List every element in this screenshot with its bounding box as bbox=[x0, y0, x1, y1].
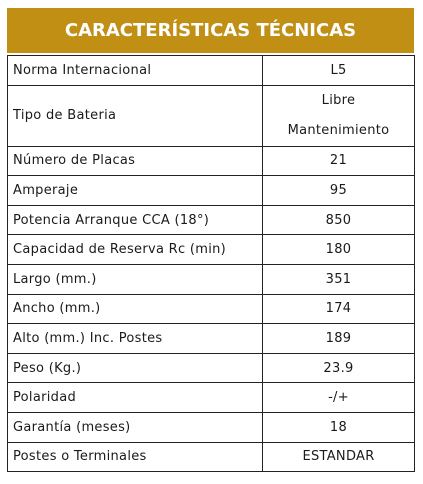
spec-label: Ancho (mm.) bbox=[8, 294, 263, 324]
header-title: CARACTERÍSTICAS TÉCNICAS bbox=[64, 20, 357, 41]
section-header bbox=[7, 8, 414, 53]
spec-value: L5 bbox=[263, 56, 415, 86]
spec-label: Capacidad de Reserva Rc (min) bbox=[8, 235, 263, 265]
spec-value bbox=[263, 85, 415, 146]
table-row bbox=[8, 294, 415, 324]
spec-value: ESTANDAR bbox=[263, 442, 415, 472]
spec-label: Largo (mm.) bbox=[8, 264, 263, 294]
table-row bbox=[8, 353, 415, 383]
table-row bbox=[8, 85, 415, 146]
table-row bbox=[8, 235, 415, 265]
spec-label: Potencia Arranque CCA (18°) bbox=[8, 205, 263, 235]
spec-label: Tipo de Bateria bbox=[8, 85, 263, 146]
spec-label: Número de Placas bbox=[8, 146, 263, 176]
spec-value: 21 bbox=[263, 146, 415, 176]
spec-value-line: Libre bbox=[321, 93, 356, 109]
spec-value: 174 bbox=[263, 294, 415, 324]
spec-label: Amperaje bbox=[8, 176, 263, 206]
table-row bbox=[8, 56, 415, 86]
table-row bbox=[8, 324, 415, 354]
table-row bbox=[8, 383, 415, 413]
specs-table bbox=[7, 55, 415, 472]
table-row bbox=[8, 264, 415, 294]
spec-label: Alto (mm.) Inc. Postes bbox=[8, 324, 263, 354]
spec-value: 189 bbox=[263, 324, 415, 354]
spec-value: 850 bbox=[263, 205, 415, 235]
table-row bbox=[8, 412, 415, 442]
table-row bbox=[8, 146, 415, 176]
spec-value: -/+ bbox=[263, 383, 415, 413]
table-row bbox=[8, 442, 415, 472]
spec-label: Polaridad bbox=[8, 383, 263, 413]
spec-label: Norma Internacional bbox=[8, 56, 263, 86]
spec-value: 23.9 bbox=[263, 353, 415, 383]
spec-value: 180 bbox=[263, 235, 415, 265]
spec-label: Garantía (meses) bbox=[8, 412, 263, 442]
spec-value: 95 bbox=[263, 176, 415, 206]
spec-label: Postes o Terminales bbox=[8, 442, 263, 472]
spec-value-line: Mantenimiento bbox=[287, 123, 390, 139]
spec-label: Peso (Kg.) bbox=[8, 353, 263, 383]
table-row bbox=[8, 176, 415, 206]
table-row bbox=[8, 205, 415, 235]
spec-value: 18 bbox=[263, 412, 415, 442]
spec-value: 351 bbox=[263, 264, 415, 294]
